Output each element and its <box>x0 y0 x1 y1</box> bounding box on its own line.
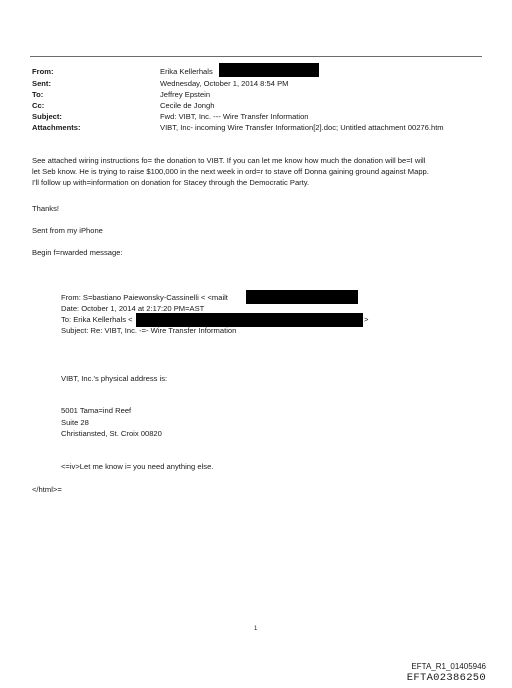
attachments-label: Attachments: <box>32 123 81 132</box>
from-value: Erika Kellerhals <box>160 67 213 76</box>
forwarded-to-tail: > <box>364 315 369 324</box>
footer-efta-id: EFTA02386250 <box>406 672 486 684</box>
address-line-2: Suite 28 <box>61 418 89 427</box>
email-header-divider <box>30 56 482 57</box>
body-begin-forwarded: Begin f=rwarded message: <box>32 248 123 257</box>
forwarded-closing: <=iv>Let me know i= you need anything else. <box>61 462 214 471</box>
to-label: To: <box>32 90 44 99</box>
end-html-tag: </html>= <box>32 485 62 494</box>
address-line-3: Christiansted, St. Croix 00820 <box>61 429 162 438</box>
body-line-3: I'll follow up with=information on donation for Stacey through the Democratic Party. <box>32 178 310 187</box>
address-line-1: 5001 Tama=ind Reef <box>61 406 132 415</box>
body-thanks: Thanks! <box>32 204 60 213</box>
redaction-from <box>219 63 319 77</box>
body-sent-from: Sent from my iPhone <box>32 226 103 235</box>
footer-efta-r1-id: EFTA_R1_01405946 <box>411 662 486 671</box>
redaction-forwarded-email <box>246 290 358 304</box>
attachments-value: VIBT, Inc- incoming Wire Transfer Information[2].doc; Untitled attachment 00276.htm <box>160 123 444 132</box>
subject-label: Subject: <box>32 112 62 121</box>
sent-value: Wednesday, October 1, 2014 8:54 PM <box>160 79 289 88</box>
sent-label: Sent: <box>32 79 51 88</box>
forwarded-subject: Subject: Re: VIBT, Inc. -=- Wire Transfer Information <box>61 326 237 335</box>
subject-value: Fwd: VIBT, Inc. --- Wire Transfer Information <box>160 112 309 121</box>
redaction-forwarded-to <box>136 313 363 327</box>
page-number: 1 <box>254 626 258 632</box>
forwarded-date: Date: October 1, 2014 at 2:17:20 PM=AST <box>61 304 205 313</box>
cc-value: Cecile de Jongh <box>160 101 215 110</box>
to-value: Jeffrey Epstein <box>160 90 211 99</box>
body-line-2: let Seb know. He is trying to raise $100,000 in the next week in ord=r to stave off Donna gaining ground against Mapp. <box>32 167 429 176</box>
body-line-1: See attached wiring instructions fo= the donation to VIBT. If you can let me know how much the donation will be=I will <box>32 156 426 165</box>
cc-label: Cc: <box>32 101 45 110</box>
forwarded-to: To: Erika Kellerhals < <box>61 315 133 324</box>
from-label: From: <box>32 67 54 76</box>
forwarded-address-intro: VIBT, Inc.'s physical address is: <box>61 374 168 383</box>
forwarded-from: From: S=bastiano Paiewonsky-Cassinelli < <mailt <box>61 293 228 302</box>
